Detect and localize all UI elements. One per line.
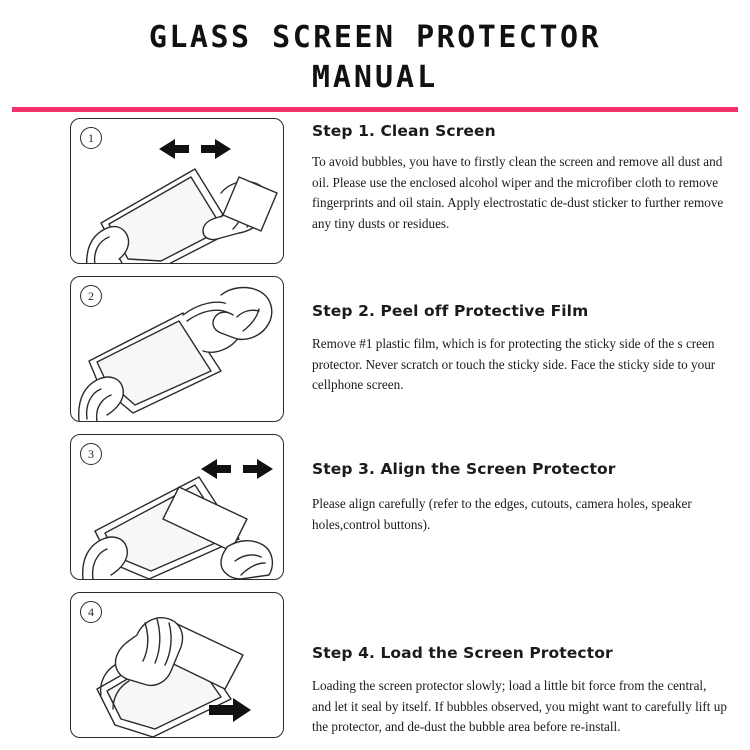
step-body: Loading the screen protector slowly; load a little bit force from the central, and let it seal by itself. If bubbles observed, you might want to carefully lift up the protector, and de-dust the bubble area before re-install. xyxy=(312,678,727,735)
step-text-block xyxy=(284,434,736,535)
steps-list xyxy=(0,118,750,738)
step-body: To avoid bubbles, you have to firstly clean the screen and remove all dust and oil. Please use the enclosed alcohol wiper and the microfiber cloth to remove fingerprints and oil stain. Apply electrostatic de-dust sticker to further remove any tiny dusts or residues. xyxy=(312,154,724,231)
step-item xyxy=(0,434,750,580)
step-number-badge: 3 xyxy=(80,443,102,465)
step-text-block xyxy=(284,592,736,737)
step-item xyxy=(0,276,750,422)
step-item xyxy=(0,592,750,738)
step-text-block xyxy=(284,118,736,234)
clean-screen-illustration xyxy=(71,119,283,263)
figure-step-2 xyxy=(70,276,284,422)
page-title-line-1: GLASS SCREEN PROTECTOR xyxy=(148,20,602,55)
document-header xyxy=(0,0,750,112)
step-text-block xyxy=(284,276,736,395)
step-item xyxy=(0,118,750,264)
step-title: Step 2. Peel off Protective Film xyxy=(312,302,589,321)
header-divider xyxy=(12,107,738,112)
step-title: Step 3. Align the Screen Protector xyxy=(312,460,616,479)
peel-film-illustration xyxy=(71,277,283,421)
step-title: Step 1. Clean Screen xyxy=(312,122,496,141)
figure-step-4 xyxy=(70,592,284,738)
page-title-line-2: MANUAL xyxy=(311,59,439,95)
step-body: Please align carefully (refer to the edges, cutouts, camera holes, speaker holes,control buttons). xyxy=(312,496,692,532)
step-number-badge: 1 xyxy=(80,127,102,149)
step-title: Step 4. Load the Screen Protector xyxy=(312,644,613,663)
align-protector-illustration xyxy=(71,435,283,579)
figure-step-3 xyxy=(70,434,284,580)
double-arrow-icon xyxy=(159,139,231,159)
load-protector-illustration xyxy=(71,593,283,737)
figure-step-1 xyxy=(70,118,284,264)
step-number-badge: 4 xyxy=(80,601,102,623)
double-arrow-icon xyxy=(201,459,273,479)
step-body: Remove #1 plastic film, which is for protecting the sticky side of the s creen protector. Never scratch or touch the sticky side. Face the sticky side to your cellphone screen. xyxy=(312,336,716,393)
step-number-badge: 2 xyxy=(80,285,102,307)
